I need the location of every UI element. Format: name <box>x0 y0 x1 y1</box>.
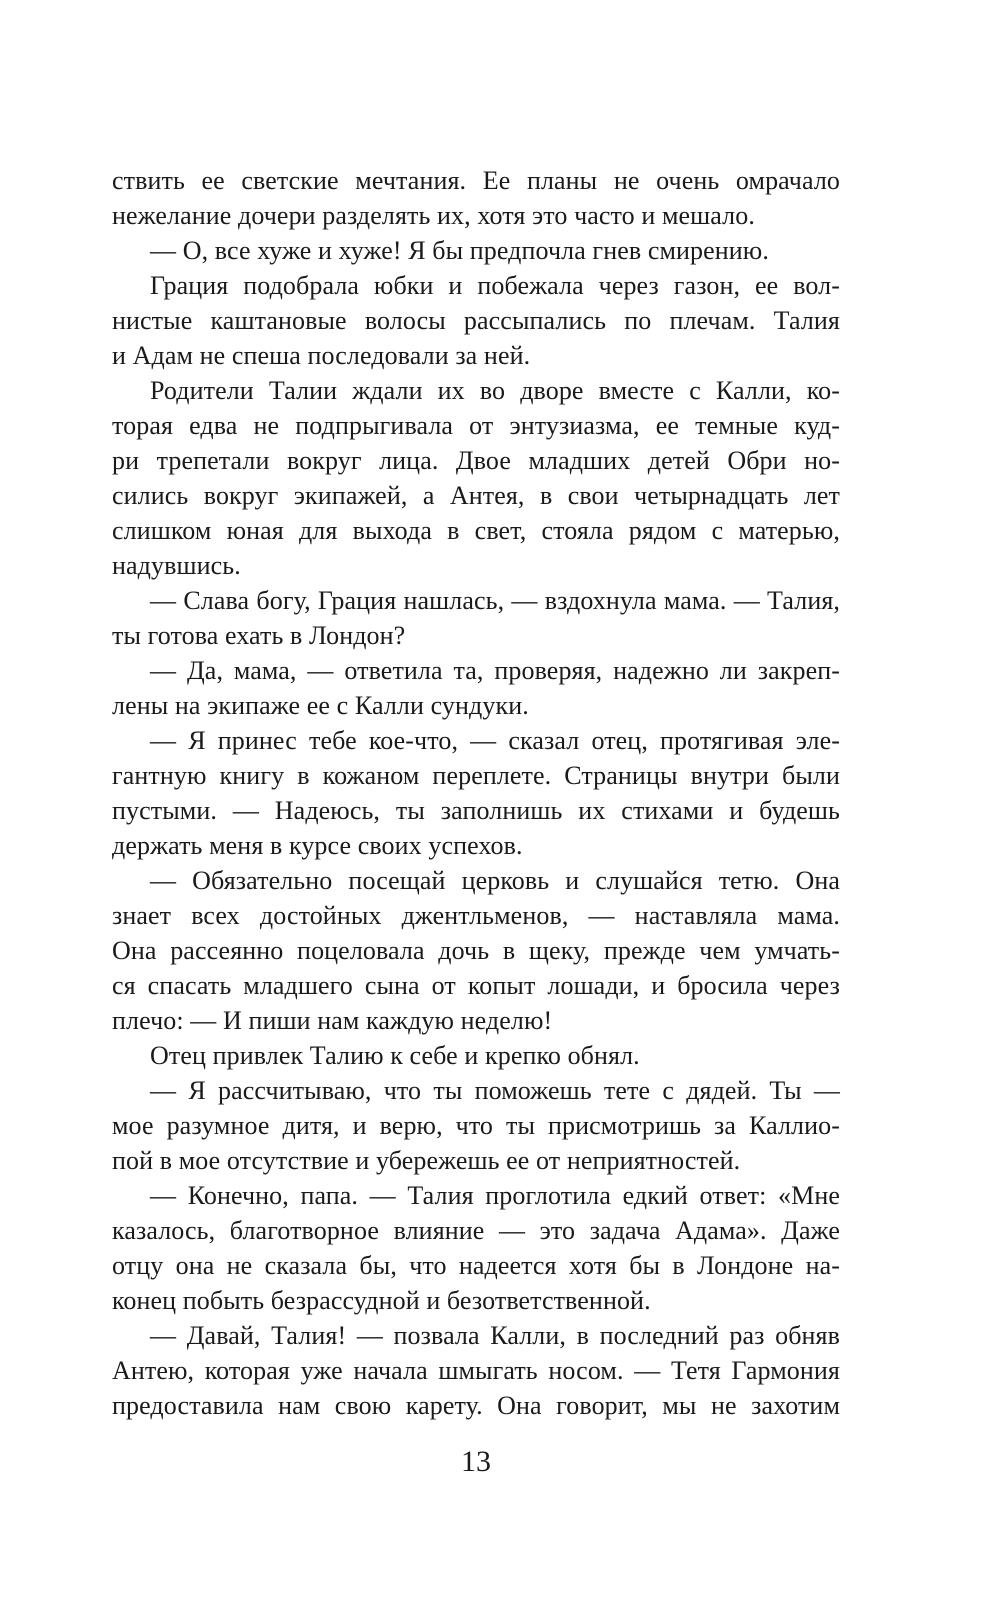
text-line: Грация подобрала юбки и побежала через газон, ее вол- <box>150 271 840 300</box>
text-line: пустыми. — Надеюсь, ты заполнишь их стихами и будешь <box>112 796 840 825</box>
text-line: ся спасать младшего сына от копыт лошади, и бросила через <box>112 971 840 1000</box>
text-line: лены на экипаже ее с Калли сундуки. <box>112 691 529 720</box>
text-line: слишком юная для выхода в свет, стояла рядом с матерью, <box>112 516 840 545</box>
text-line: — Я принес тебе кое-что, — сказал отец, протягивая эле- <box>150 726 840 755</box>
text-line: сились вокруг экипажей, а Антея, в свои четырнадцать лет <box>112 481 840 510</box>
text-line: мое разумное дитя, и верю, что ты присмотришь за Каллио- <box>112 1111 840 1140</box>
text-line: — Слава богу, Грация нашлась, — вздохнула мама. — Талия, <box>150 586 840 615</box>
text-line: Антею, которая уже начала шмыгать носом. — Тетя Гармония <box>112 1356 840 1385</box>
text-line: пой в мое отсутствие и убережешь ее от неприятностей. <box>112 1146 741 1175</box>
text-line: Отец привлек Талию к себе и крепко обнял. <box>150 1041 640 1070</box>
text-line: — О, все хуже и хуже! Я бы предпочла гнев смирению. <box>150 236 769 265</box>
text-line: — Я рассчитываю, что ты поможешь тете с дядей. Ты — <box>150 1076 840 1105</box>
text-line: — Конечно, папа. — Талия проглотила едкий ответ: «Мне <box>150 1181 840 1210</box>
text-line: Она рассеянно поцеловала дочь в щеку, прежде чем умчать- <box>112 936 840 965</box>
text-line: нистые каштановые волосы рассыпались по плечам. Талия <box>112 306 840 335</box>
text-line: Родители Талии ждали их во дворе вместе с Калли, ко- <box>150 376 840 405</box>
text-line: — Да, мама, — ответила та, проверяя, надежно ли закреп- <box>150 656 840 685</box>
text-line: казалось, благотворное влияние — это задача Адама». Даже <box>112 1216 840 1245</box>
text-line: надувшись. <box>112 551 241 580</box>
text-line: гантную книгу в кожаном переплете. Страницы внутри были <box>112 761 840 790</box>
text-line: ты готова ехать в Лондон? <box>112 621 406 650</box>
text-line: знает всех достойных джентльменов, — наставляла мама. <box>112 901 840 930</box>
text-line: и Адам не спеша последовали за ней. <box>112 341 531 370</box>
text-line: держать меня в курсе своих успехов. <box>112 831 523 860</box>
text-line: отцу она не сказала бы, что надеется хотя бы в Лондоне на- <box>112 1251 840 1280</box>
page-number: 13 <box>461 1445 491 1478</box>
page-text <box>112 163 840 1423</box>
text-line: — Обязательно посещай церковь и слушайся тетю. Она <box>150 866 840 895</box>
text-line: конец побыть безрассудной и безответственной. <box>112 1286 651 1315</box>
text-line: предоставила нам свою карету. Она говорит, мы не захотим <box>112 1391 840 1420</box>
text-line: торая едва не подпрыгивала от энтузиазма, ее темные куд- <box>112 411 840 440</box>
text-line: ри трепетали вокруг лица. Двое младших детей Обри но- <box>112 446 840 475</box>
text-line: нежелание дочери разделять их, хотя это часто и мешало. <box>112 201 755 230</box>
text-line: ствить ее светские мечтания. Ее планы не очень омрачало <box>112 166 840 195</box>
text-line: плечо: — И пиши нам каждую неделю! <box>112 1006 553 1035</box>
text-line: — Давай, Талия! — позвала Калли, в последний раз обняв <box>150 1321 840 1350</box>
